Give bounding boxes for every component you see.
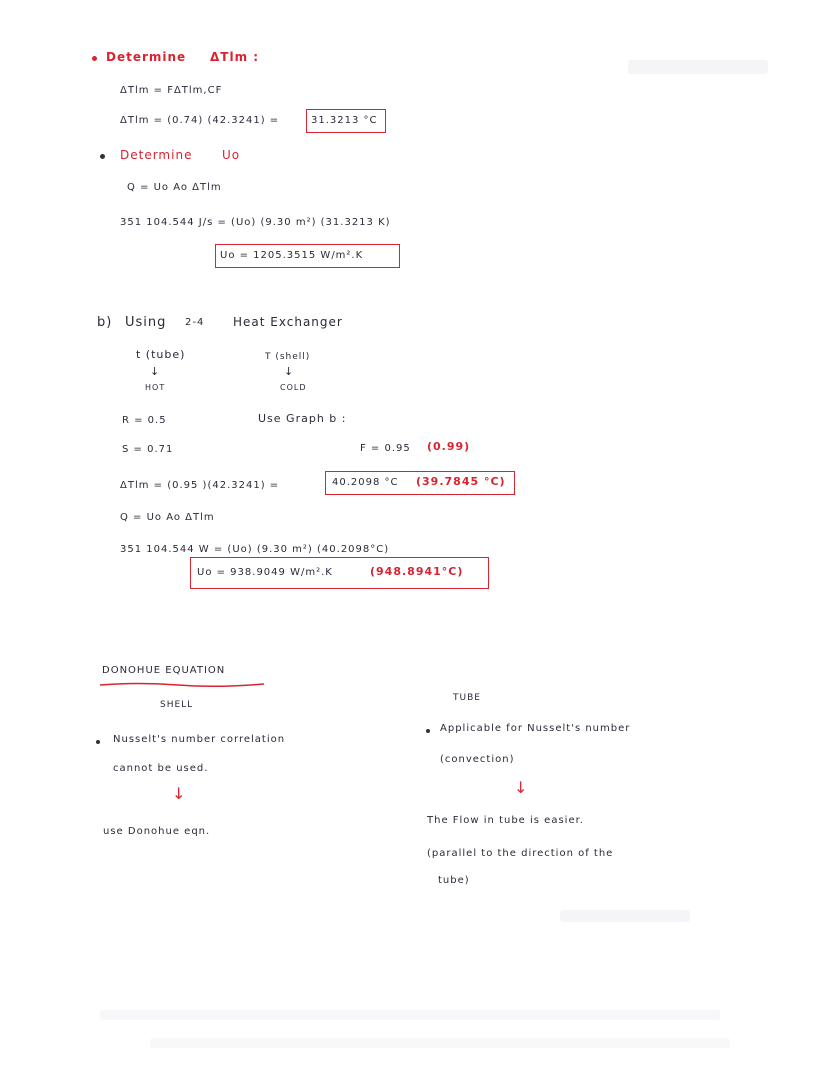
tube-label: t (tube) [136,348,186,361]
bullet [92,56,97,61]
down-arrow-icon: ↓ [150,365,160,378]
heading-uo-symbol: Uo [222,148,241,162]
part-b-heat-exchanger: Heat Exchanger [233,315,343,329]
shell-label: T (shell) [265,352,311,362]
tube-point-4: (parallel to the direction of the [427,848,614,859]
heat-rate-formula: Q = Uo Ao ΔTlm [127,182,222,193]
part-b-exchanger-type: 2-4 [185,317,205,328]
red-underline [98,680,268,690]
heading-determine-uo: Determine [120,148,193,162]
show-through-mark [628,60,768,74]
bullet [426,729,430,733]
bullet [100,154,105,159]
part-b-heat-rate-formula: Q = Uo Ao ΔTlm [120,512,215,523]
lmtd-calculation: ΔTlm = (0.74) (42.3241) = [120,115,280,126]
s-value: S = 0.71 [122,444,174,455]
part-b-label: b) [97,315,113,330]
tube-point-1: Applicable for Nusselt's number [440,723,631,734]
lmtd-result: 31.3213 °C [311,115,378,126]
tube-column-header: TUBE [453,693,481,703]
tube-hot-label: HOT [145,383,166,392]
f-value: F = 0.95 [360,443,411,454]
part-b-heat-rate-calculation: 351 104.544 W = (Uo) (9.30 m²) (40.2098°C) [120,544,390,555]
shell-point-3: use Donohue eqn. [103,826,211,837]
donohue-title: DONOHUE EQUATION [102,665,226,676]
show-through-mark [150,1038,730,1048]
uo-result: Uo = 1205.3515 W/m².K [220,250,364,261]
shell-cold-label: COLD [280,383,307,392]
tube-point-5: tube) [438,875,470,886]
heading-lmtd-symbol: ΔTlm : [210,50,260,64]
f-alternate-value: (0.99) [427,440,471,453]
part-b-lmtd-calculation: ΔTlm = (0.95 )(42.3241) = [120,480,280,491]
part-b-lmtd-alternate: (39.7845 °C) [416,475,506,488]
part-b-uo-result: Uo = 938.9049 W/m².K [197,567,333,578]
heat-rate-calculation: 351 104.544 J/s = (Uo) (9.30 m²) (31.3213 K) [120,217,391,228]
r-value: R = 0.5 [122,415,167,426]
tube-point-3: The Flow in tube is easier. [427,815,584,826]
show-through-mark [560,910,690,922]
down-arrow-icon: ↓ [284,365,294,378]
use-graph-note: Use Graph b : [258,412,347,425]
down-arrow-icon: ↓ [514,778,528,797]
shell-point-2: cannot be used. [113,763,209,774]
part-b-uo-alternate: (948.8941°C) [370,565,464,578]
down-arrow-icon: ↓ [172,784,186,803]
tube-point-2: (convection) [440,754,515,765]
show-through-mark [100,1010,720,1020]
part-b-lmtd-result: 40.2098 °C [332,477,399,488]
bullet [96,740,100,744]
part-b-using: Using [125,315,167,330]
lmtd-formula: ΔTlm = FΔTlm,CF [120,85,223,96]
shell-point-1: Nusselt's number correlation [113,734,286,745]
shell-column-header: SHELL [160,700,194,710]
heading-determine-lmtd: Determine [106,50,187,64]
